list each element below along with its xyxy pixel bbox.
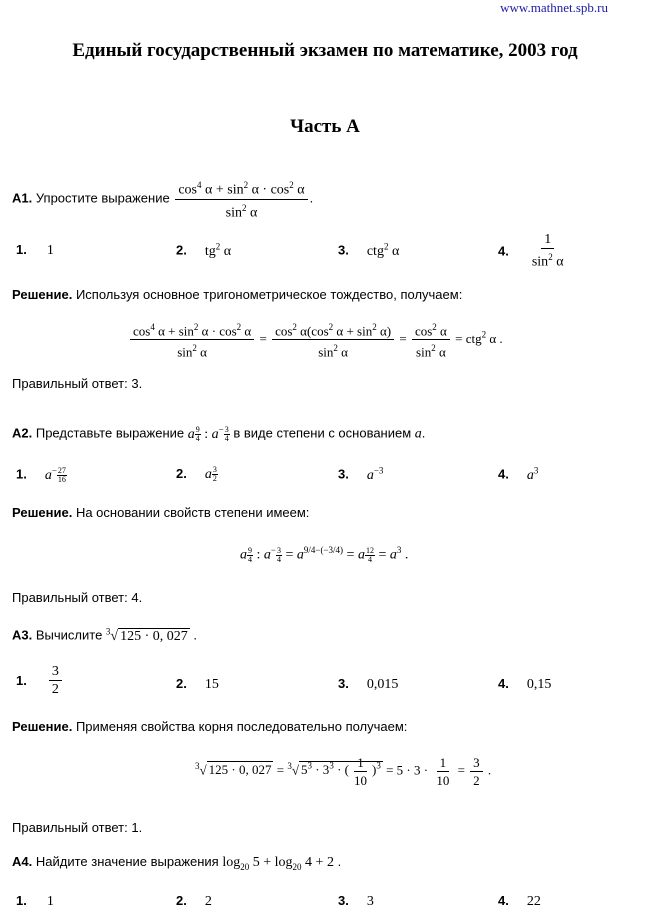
a3-question: А3. Вычислите $^3$√ 125 · 0, 027 . (12, 626, 198, 644)
a1-answer-4: 4. $\frac{1}{\sin^2 \alpha}$ (498, 232, 564, 270)
a1-answer-2: 2. $tg^2$ α (176, 241, 232, 259)
a1-text: Упростите выражение (35, 190, 170, 206)
site-url[interactable]: www.mathnet.spb.ru (500, 0, 608, 15)
a4-answer-1: 1. 1 (16, 893, 54, 909)
a1-expression: $\frac{\cos^4 \alpha + \sin^2 \alpha \cdot \cos^2 \alpha}{\sin^2 \alpha}$ (175, 178, 307, 220)
a3-correct: Правильный ответ: 1. (12, 820, 143, 835)
a3-answer-3: 3. 0,015 (338, 676, 399, 692)
a2-solution: Решение. На основании свойств степени имеем: (12, 505, 310, 520)
a2-solution-formula: a $\frac{9}{4}$ : a− $\frac{3}{4}$ = $a^{9/4-(-3/4)} = a$ $\frac{12}{4}$ = $a^3$ . (240, 545, 409, 564)
a3-answer-1: 1. $\frac{3}{2}$ (16, 664, 64, 697)
a4-answer-4: 4. 22 (498, 893, 541, 909)
part-heading: Часть А (290, 116, 360, 137)
a1-question: А1. Упростите выражение $\frac{\cos^4 \alpha + \sin^2 \alpha \cdot \cos^2 \alpha}{\sin^2 \alpha}$ . (12, 180, 314, 221)
a3-answer-2: 2. 15 (176, 676, 219, 692)
a1-solution-formula: $\frac{\cos^4 \alpha + \sin^2 \alpha \cdot \cos^2 \alpha}{\sin^2 \alpha}$ = $\frac{\cos^2 \alpha(\cos^2 \alpha + \sin^2 \alpha)}{\sin^2 \alpha}$ = $\frac{\cos^2 \alpha}{\sin^2 \alpha}$ = ctg$^2$ α . (128, 320, 503, 360)
a1-answer-1: 1. 1 (16, 242, 54, 258)
a1-answer-3: 3. ctg$^2$ α (338, 241, 400, 259)
a4-question: А4. Найдите значение выражения $\log_{20} 5 + \log_{20} 4 + 2$ . (12, 854, 342, 872)
a4-answer-2: 2. 2 (176, 893, 212, 909)
a3-solution: Решение. Применяя свойства корня последовательно получаем: (12, 719, 408, 734)
a3-answer-4: 4. 0,15 (498, 676, 552, 692)
a2-answer-1: 1. a− $\frac{27}{16}$ (16, 465, 66, 484)
a2-expression: a $\frac{9}{4}$ : a− $\frac{3}{4}$ (187, 424, 229, 443)
a2-correct: Правильный ответ: 4. (12, 590, 143, 605)
a2-answer-2: 2. a $\frac{3}{2}$ (176, 465, 217, 484)
page-title: Единый государственный экзамен по математике, 2003 год (72, 40, 578, 61)
a2-answer-4: 4. $a^3$ (498, 465, 539, 483)
a1-solution: Решение. Используя основное тригонометрическое тождество, получаем: (12, 287, 463, 302)
a4-answer-3: 3. 3 (338, 893, 374, 909)
a3-solution-formula: $^3$√ 125 · 0, 027 = $^3$√ $5^3 \cdot 3^3$ · ( $\frac{1}{10}$ )$^3$ = 5 · 3 · $\frac{1}{10}$ = $\frac{3}{2}$ . (195, 755, 492, 788)
a1-correct: Правильный ответ: 3. (12, 376, 143, 391)
a1-label: А1. (12, 190, 33, 206)
a2-question: А2. Представьте выражение a $\frac{9}{4}$ : a− $\frac{3}{4}$ в виде степени с основанием a. (12, 424, 426, 443)
a2-answer-3: 3. $a^{-3}$ (338, 465, 384, 483)
